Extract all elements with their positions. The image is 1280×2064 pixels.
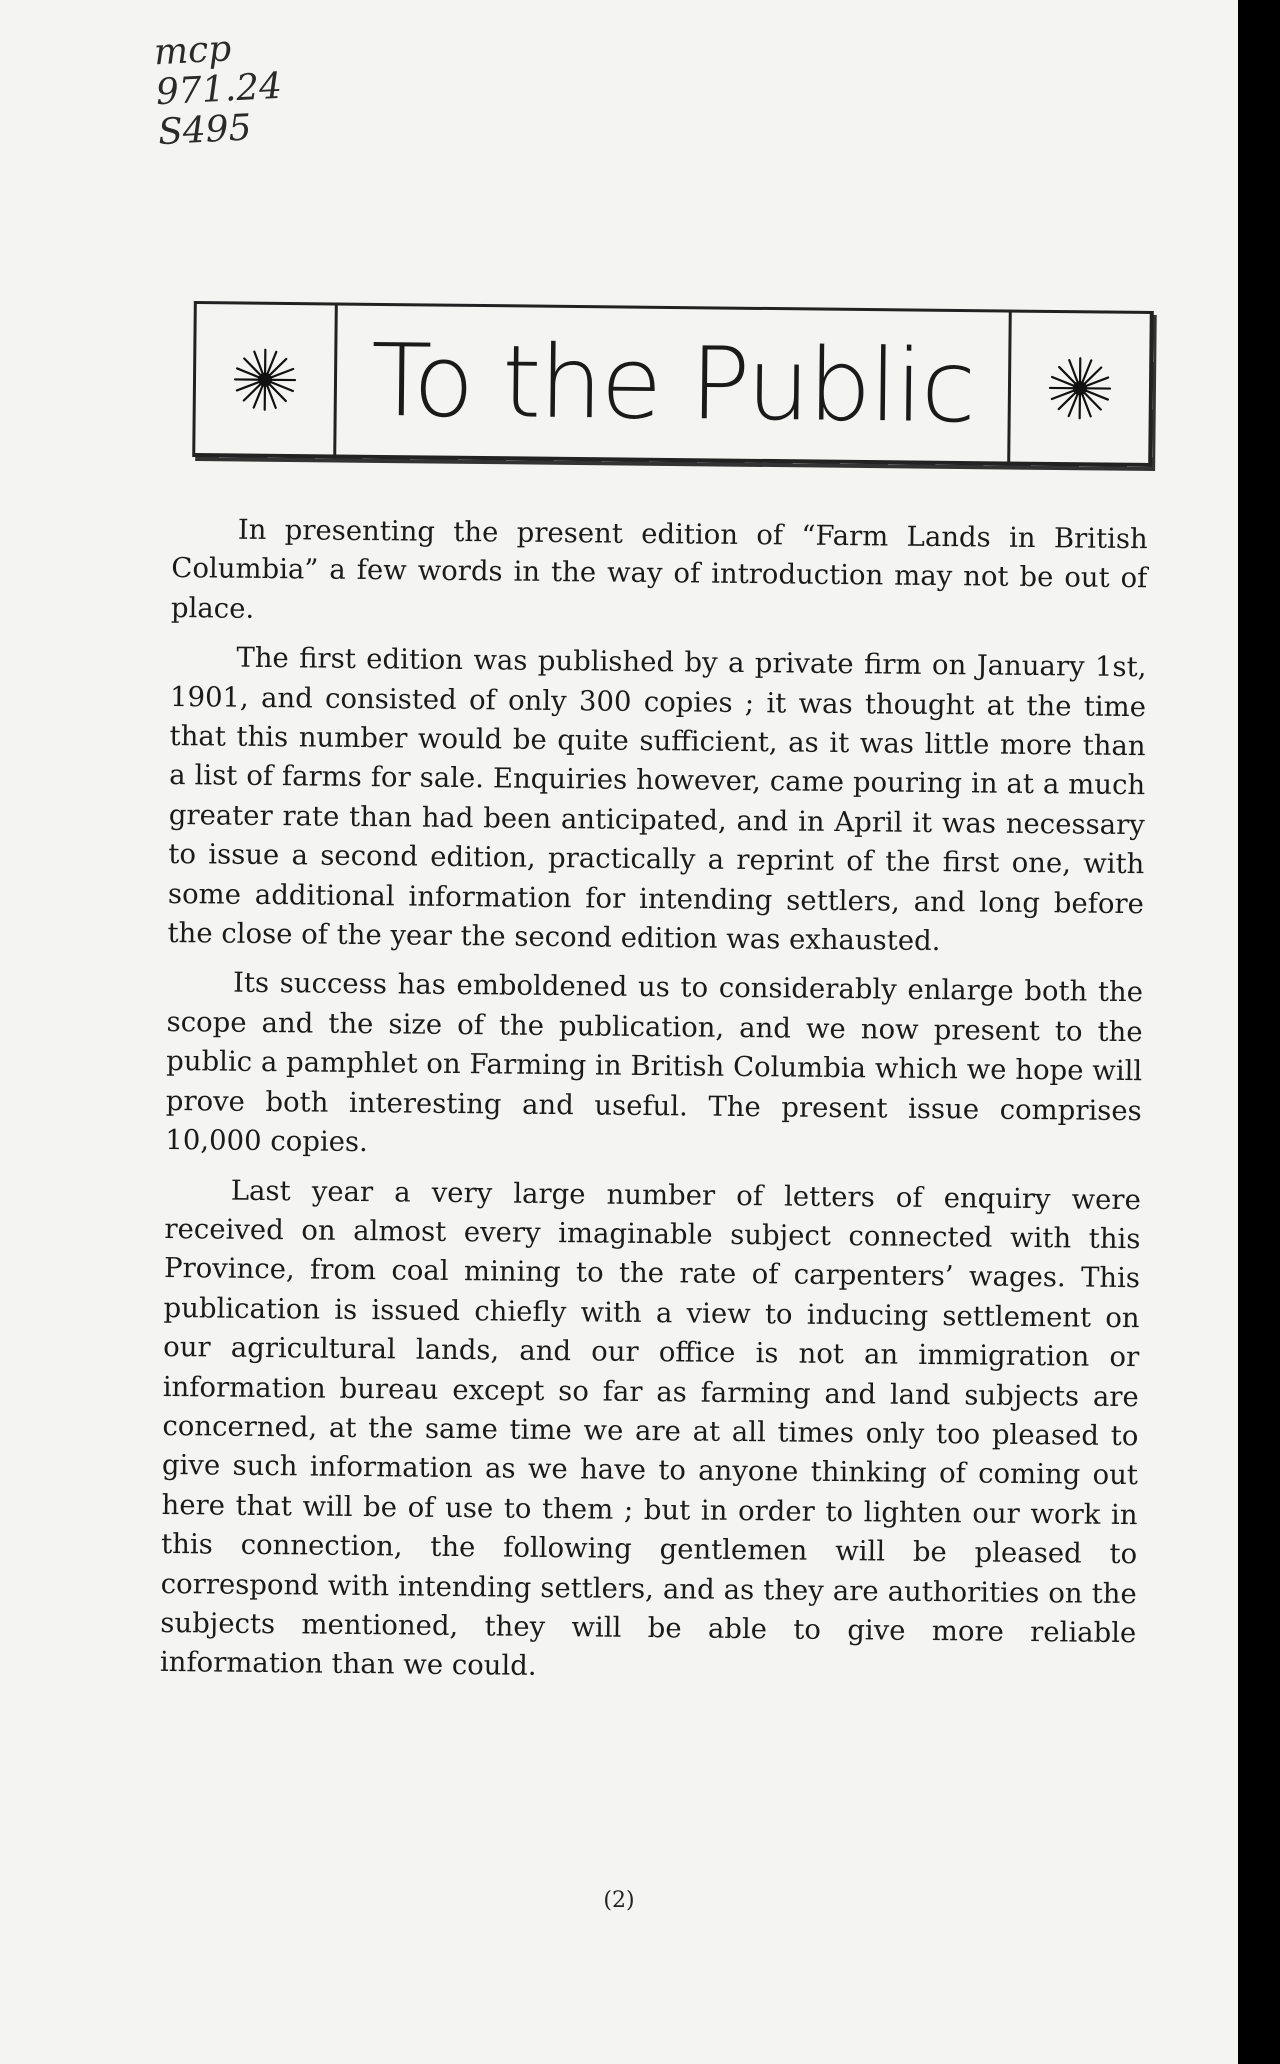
paragraph: In presenting the present edition of “Farm Lands in British Columbia” a few words in the way of introduction may not be out of place. — [170, 513, 1148, 625]
page-number: (2) — [603, 1888, 635, 1913]
call-number-line: S495 — [157, 107, 253, 154]
paragraph: Last year a very large number of letters of enquiry were received on almost every imaginable subject connected with this Province, from coal mining to the rate of carpenters’ wages. This publication is issued chiefly with a view to inducing settlement on our agricultural lands, and our office is not an immigration or information bureau except so far as farming and land subjects are concerned, at the same time we are at all times only too pleased to give such information as we have to anyone thinking of coming out here that will be of use to them ; but in order to lighten our work in this connection, the following gentlemen will be pleased to correspond with intending settlers, and as they are authorities on the subjects mentioned, they will be able to give more reliable information than we could. — [159, 1174, 1141, 1683]
title-banner — [192, 301, 1154, 467]
starburst-icon — [230, 344, 301, 415]
call-number-line: 971.24 — [154, 65, 283, 114]
left-ornament-cell — [195, 304, 338, 454]
starburst-icon — [1045, 352, 1116, 423]
body-text — [160, 510, 1148, 1703]
handwritten-call-number — [153, 27, 285, 153]
paragraph: Its success has emboldened us to considerably enlarge both the scope and the size of the publication, and we now present to the public a pamphlet on Farming in British Columbia which we hope will prove both interesting and useful. The present issue comprises 10,000 copies. — [165, 967, 1144, 1159]
page-title: To the Public — [370, 321, 975, 446]
paragraph: The first edition was published by a private firm on January 1st, 1901, and consisted of only 300 copies ; it was thought at the time that this number would be quite sufficient, as it was little more than a list of farms for sale. Enquiries however, came pouring in at a much greater rate than had been anticipated, and in April it was necessary to issue a second edition, practically a reprint of the first one, with some additional information for intending settlers, and long before the close of the year the second edition was exhausted. — [167, 641, 1147, 958]
call-number-line: mcp — [152, 28, 233, 74]
scan-border — [1238, 0, 1280, 2064]
right-ornament-cell — [1007, 313, 1150, 463]
